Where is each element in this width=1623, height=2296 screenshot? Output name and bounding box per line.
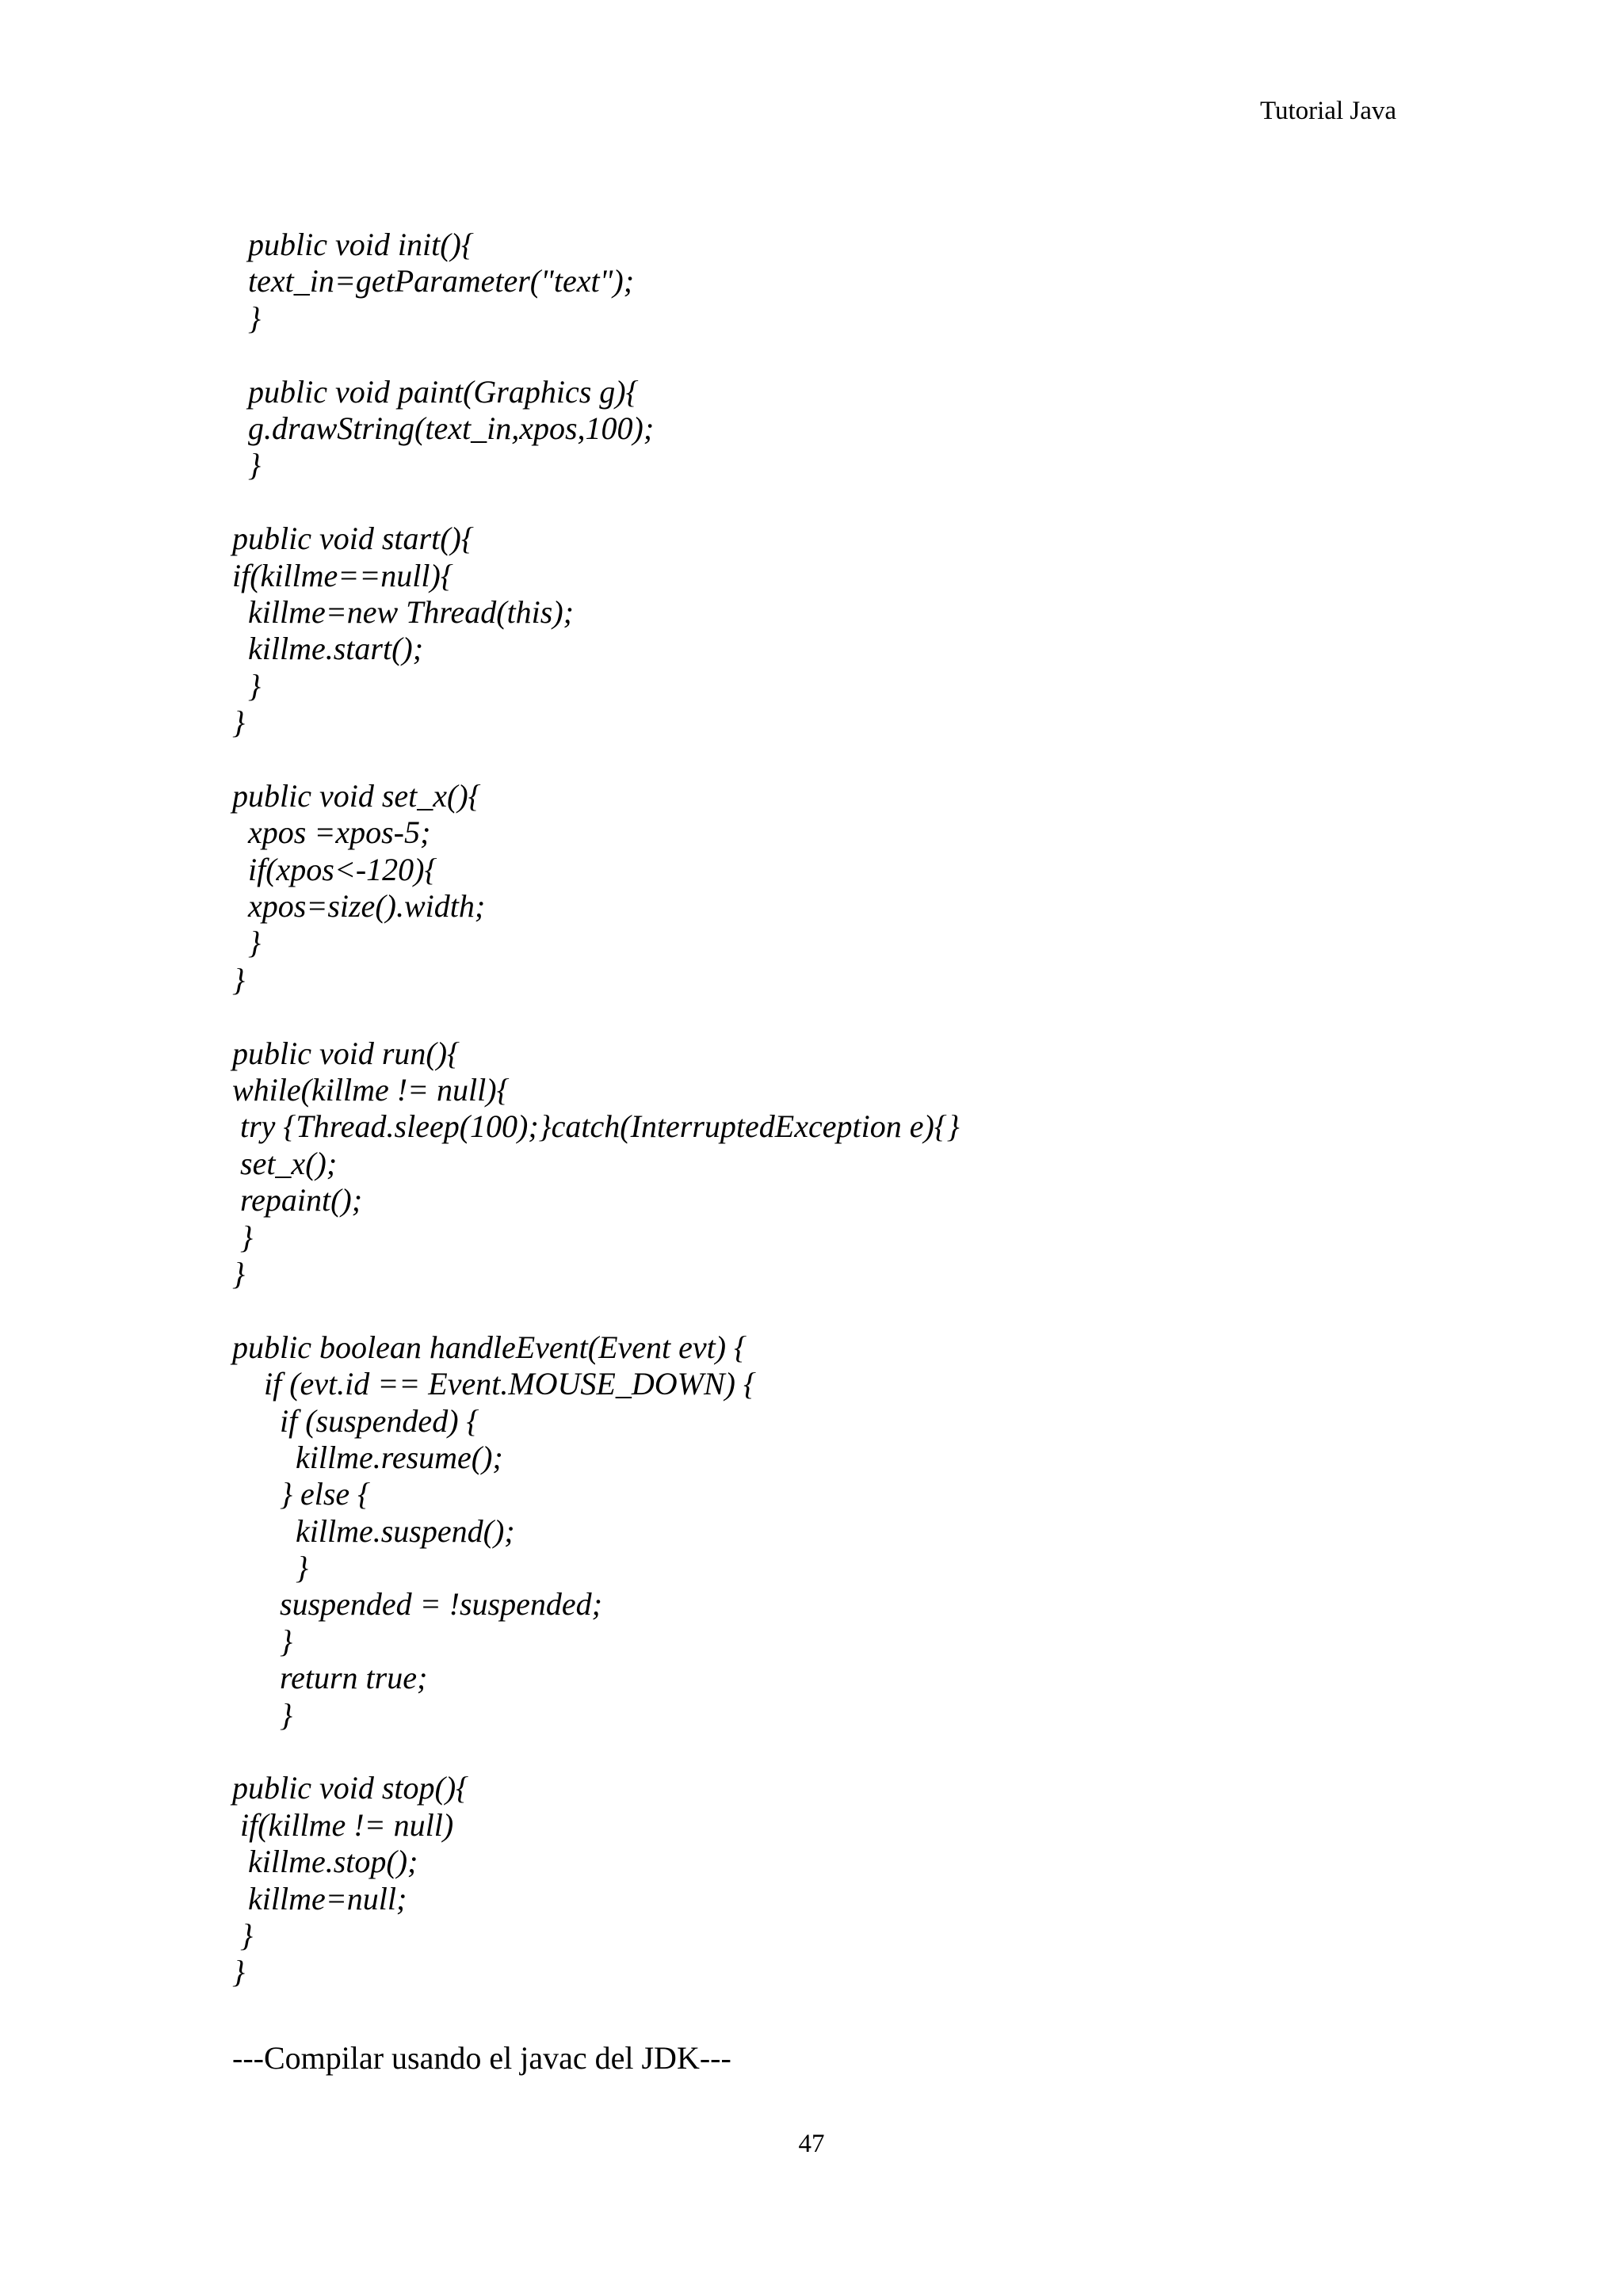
code-line: public boolean handleEvent(Event evt) {: [232, 1329, 747, 1365]
code-line: [232, 998, 960, 1035]
page-number: 47: [798, 2130, 825, 2158]
code-line: public void set_x(){: [232, 777, 481, 814]
code-line: killme.resume();: [232, 1439, 503, 1475]
code-line: }: [232, 1550, 308, 1586]
code-line: }: [232, 925, 261, 961]
code-line: public void init(){: [232, 227, 474, 262]
code-line: if(killme != null): [232, 1806, 454, 1843]
code-line: killme.start();: [232, 631, 424, 667]
code-line: try {Thread.sleep(100);}catch(InterruptedException e){}: [232, 1108, 960, 1145]
code-line: set_x();: [232, 1145, 338, 1181]
code-line: suspended = !suspended;: [232, 1586, 602, 1623]
code-line: [232, 337, 960, 373]
code-line: repaint();: [232, 1182, 363, 1219]
code-line: killme.suspend();: [232, 1512, 515, 1549]
code-line: }: [232, 1219, 253, 1255]
code-line: if(killme==null){: [232, 557, 453, 593]
code-line: public void paint(Graphics g){: [232, 373, 639, 410]
code-line: }: [232, 1623, 292, 1659]
code-listing: [232, 227, 960, 1991]
code-line: }: [232, 961, 245, 997]
code-line: killme=null;: [232, 1880, 407, 1917]
code-line: text_in=getParameter("text");: [232, 263, 635, 299]
code-line: }: [232, 667, 261, 704]
code-line: }: [232, 1696, 292, 1733]
running-header: Tutorial Java: [1259, 97, 1396, 125]
code-line: killme.stop();: [232, 1844, 418, 1880]
code-line: public void start(){: [232, 521, 474, 557]
code-line: [232, 1733, 960, 1770]
code-line: xpos=size().width;: [232, 888, 486, 925]
code-line: killme=new Thread(this);: [232, 593, 574, 630]
compile-instruction: ---Compilar usando el javac del JDK---: [232, 2040, 731, 2076]
code-line: }: [232, 1917, 253, 1953]
code-line: public void run(){: [232, 1035, 460, 1071]
code-line: [232, 741, 960, 777]
code-line: [232, 484, 960, 521]
code-line: return true;: [232, 1660, 428, 1696]
code-line: [232, 1292, 960, 1329]
code-line: if(xpos<-120){: [232, 851, 437, 887]
code-line: }: [232, 447, 261, 483]
code-line: if (evt.id == Event.MOUSE_DOWN) {: [232, 1366, 756, 1402]
code-line: }: [232, 299, 261, 336]
code-line: if (suspended) {: [232, 1402, 479, 1439]
code-line: }: [232, 1255, 245, 1291]
code-line: public void stop(){: [232, 1770, 469, 1806]
code-line: }: [232, 704, 245, 741]
code-line: g.drawString(text_in,xpos,100);: [232, 410, 655, 446]
code-line: }: [232, 1954, 245, 1990]
code-line: } else {: [232, 1476, 371, 1512]
code-line: while(killme != null){: [232, 1071, 510, 1108]
code-line: xpos =xpos-5;: [232, 814, 431, 851]
